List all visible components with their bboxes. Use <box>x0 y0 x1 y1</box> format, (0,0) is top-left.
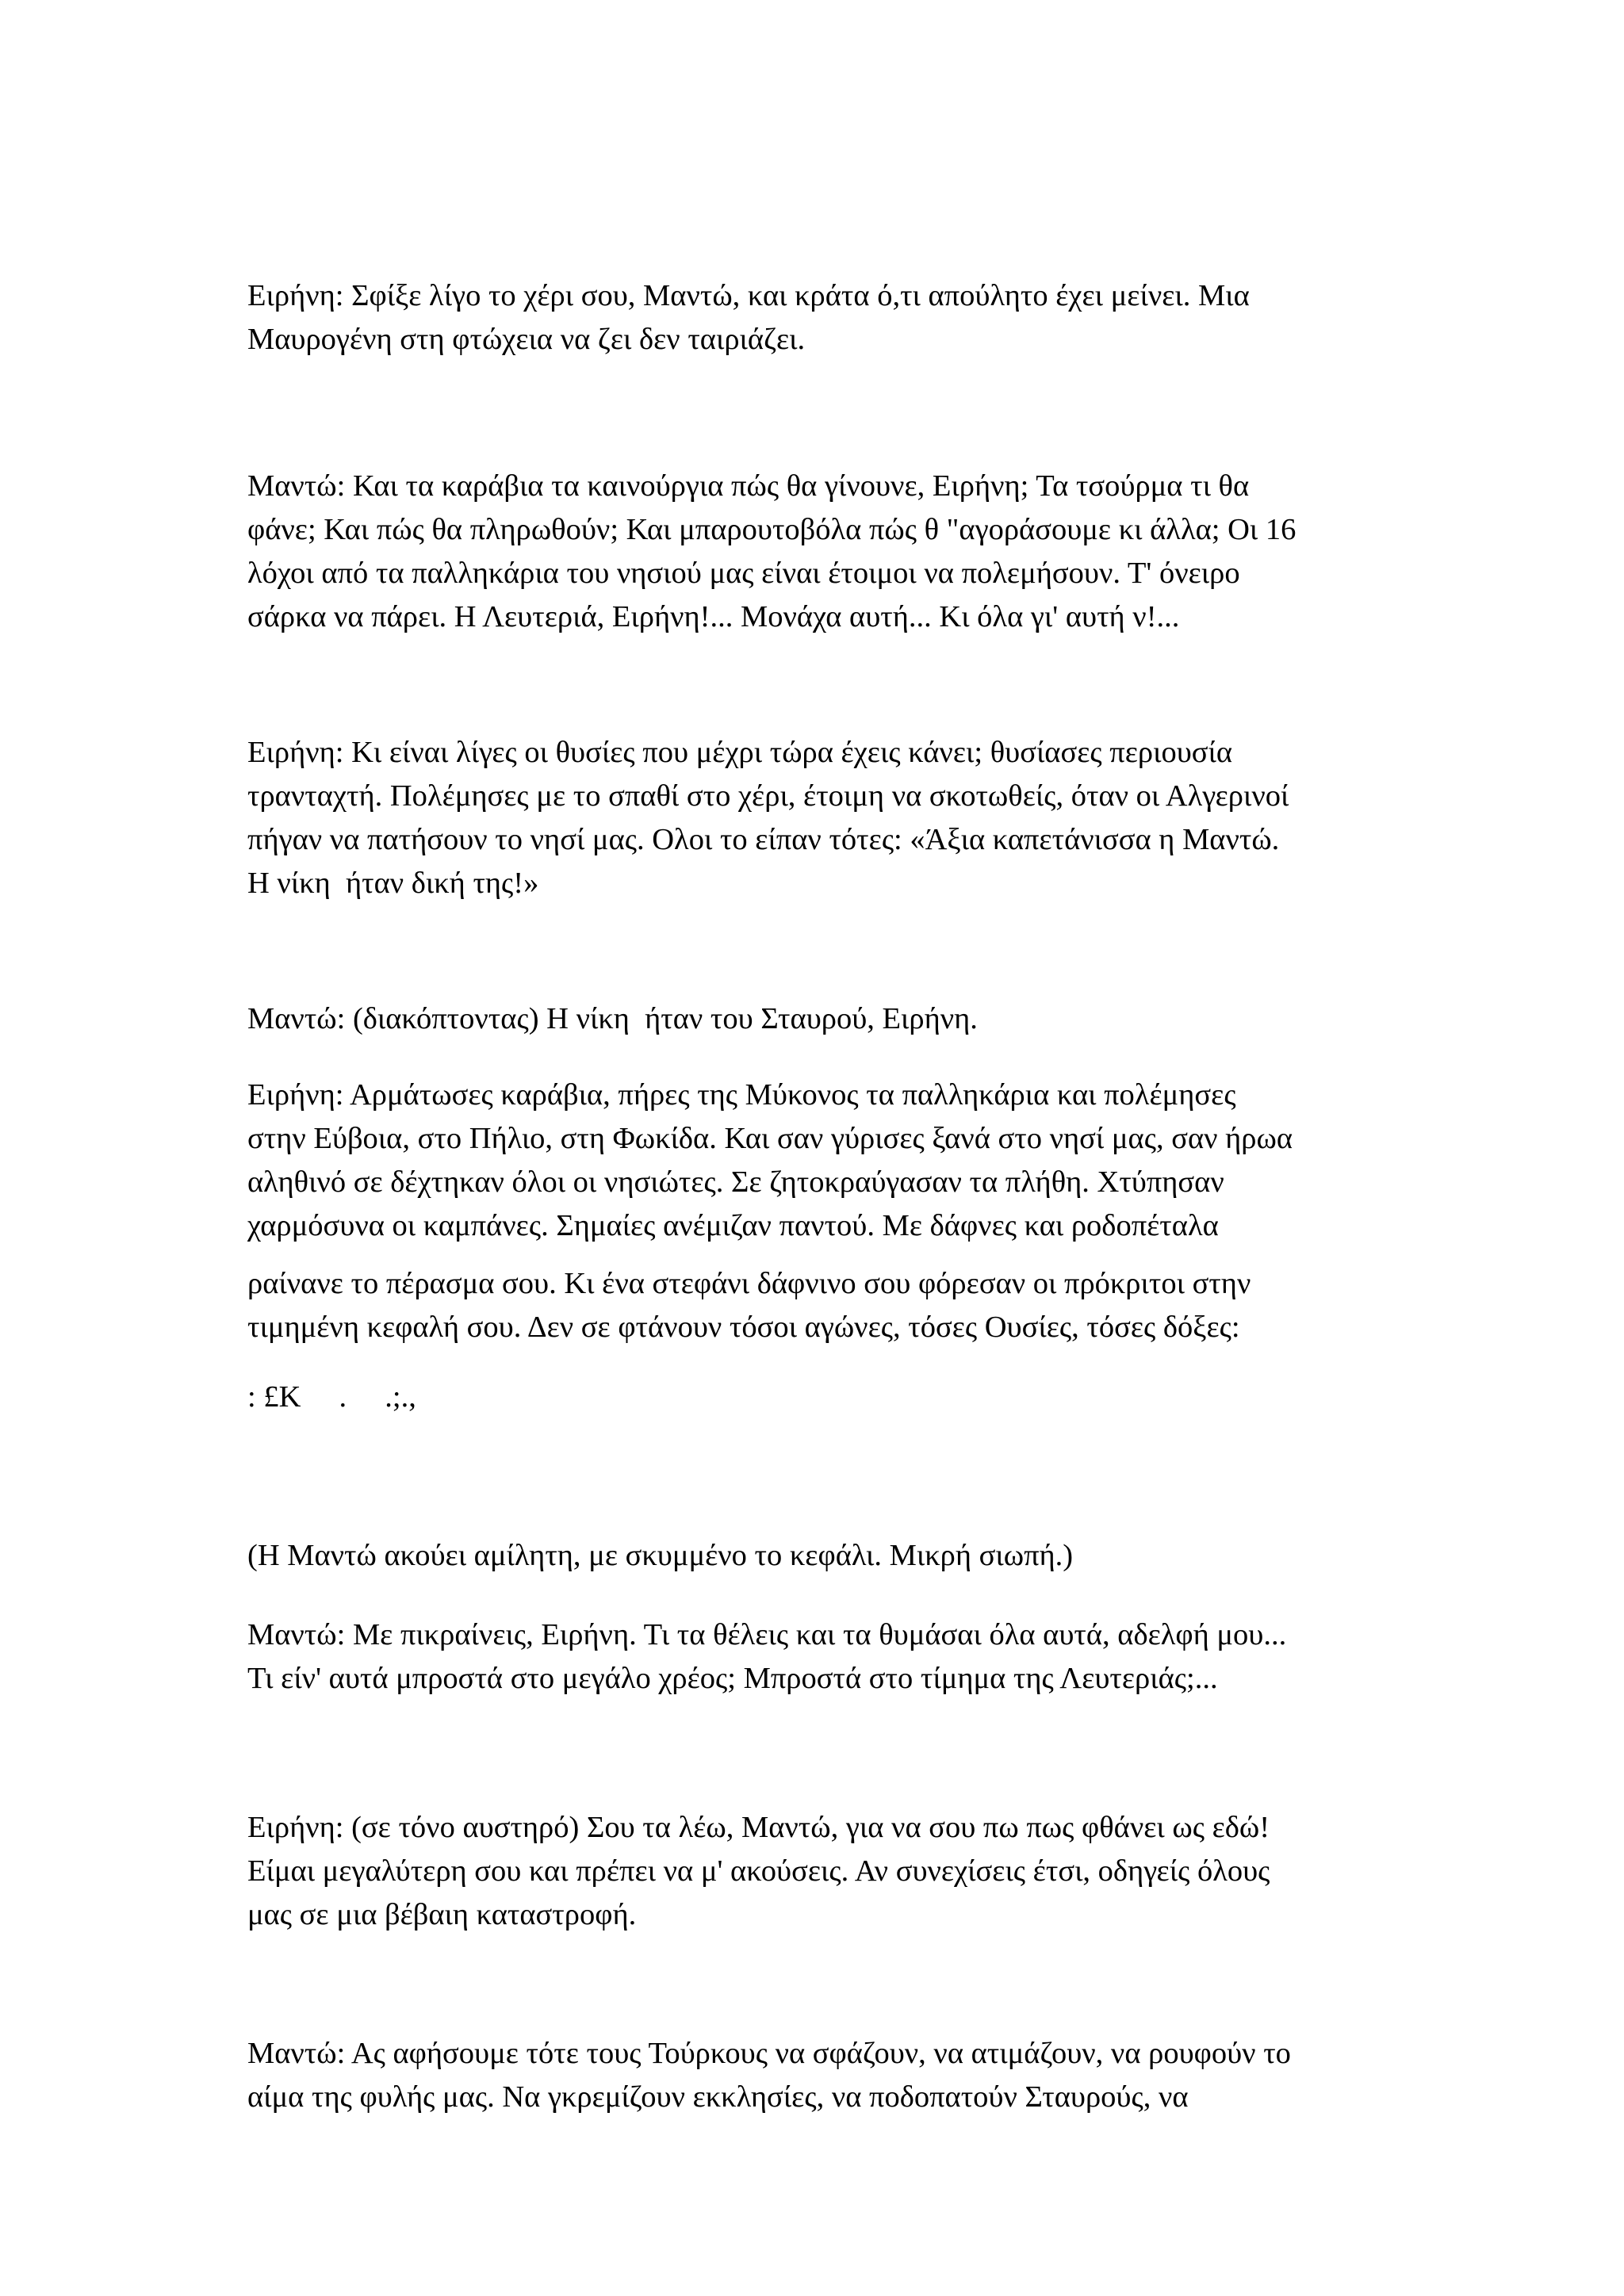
stray-characters <box>247 1376 1405 1419</box>
paragraph-manto-3 <box>247 1613 1405 1701</box>
text-line: Μαντώ: (διακόπτοντας) Η νίκη ήταν του Σταυρού, Ειρήνη. <box>247 1002 978 1035</box>
paragraph-irini-1 <box>247 274 1405 362</box>
paragraph-irini-4 <box>247 1806 1405 1937</box>
text-line: λόχοι από τα παλληκάρια του νησιού μας είναι έτοιμοι να πολεμήσουν. Τ' όνειρο <box>247 557 1240 590</box>
text-line: Ειρήνη: Αρμάτωσες καράβια, πήρες της Μύκονος τα παλληκάρια και πολέμησες <box>247 1078 1236 1112</box>
text-line: στην Εύβοια, στο Πήλιο, στη Φωκίδα. Και σαν γύρισες ξανά στο νησί μας, σαν ήρωα <box>247 1122 1293 1155</box>
text-line: χαρμόσυνα οι καμπάνες. Σημαίες ανέμιζαν παντού. Με δάφνες και ροδοπέταλα <box>247 1209 1219 1242</box>
text-line: Μαντώ: Με πικραίνεις, Ειρήνη. Τι τα θέλεις και τα θυμάσαι όλα αυτά, αδελφή μου... <box>247 1618 1287 1651</box>
text-line: τιμημένη κεφαλή σου. Δεν σε φτάνουν τόσοι αγώνες, τόσες Ουσίες, τόσες δόξες: <box>247 1311 1240 1344</box>
paragraph-manto-4 <box>247 2032 1405 2119</box>
text-line: αίμα της φυλής μας. Να γκρεμίζουν εκκλησίες, να ποδοπατούν Σταυρούς, να <box>247 2080 1189 2114</box>
text-line: Ειρήνη: Κι είναι λίγες οι θυσίες που μέχρι τώρα έχεις κάνει; θυσίασες περιουσία <box>247 736 1233 769</box>
text-line: Ειρήνη: Σφίξε λίγο το χέρι σου, Μαντώ, και κράτα ό,τι απούλητο έχει μείνει. Μια <box>247 279 1250 312</box>
stage-direction <box>247 1534 1405 1578</box>
text-line: Ειρήνη: (σε τόνο αυστηρό) Σου τα λέω, Μαντώ, για να σου πω πως φθάνει ως εδώ! <box>247 1811 1270 1844</box>
text-line: φάνε; Και πώς θα πληρωθούν; Και μπαρουτοβόλα πώς θ "αγοράσουμε κι άλλα; Οι 16 <box>247 513 1297 546</box>
text-line: ραίνανε το πέρασμα σου. Κι ένα στεφάνι δάφνινο σου φόρεσαν οι πρόκριτοι στην <box>247 1267 1251 1300</box>
text-line: πήγαν να πατήσουν το νησί μας. Ολοι το είπαν τότες: «Άξια καπετάνισσα η Μαντώ. <box>247 823 1280 856</box>
paragraph-irini-2 <box>247 731 1405 905</box>
text-line: Είμαι μεγαλύτερη σου και πρέπει να μ' ακούσεις. Αν συνεχίσεις έτσι, οδηγείς όλους <box>247 1854 1270 1888</box>
text-line: Η νίκη ήταν δική της!» <box>247 867 539 900</box>
text-line: Μαυρογένη στη φτώχεια να ζει δεν ταιριάζει. <box>247 323 806 356</box>
paragraph-irini-3 <box>247 1073 1405 1248</box>
text-line: σάρκα να πάρει. Η Λευτεριά, Ειρήνη!... Μονάχα αυτή... Κι όλα γι' αυτή ν!... <box>247 600 1180 633</box>
text-line: αληθινό σε δέχτηκαν όλοι οι νησιώτες. Σε ζητοκραύγασαν τα πλήθη. Χτύπησαν <box>247 1165 1224 1199</box>
text-line: Τι είν' αυτά μπροστά στο μεγάλο χρέος; Μπροστά στο τίμημα της Λευτεριάς;... <box>247 1662 1218 1695</box>
text-line: : £Κ . .;., <box>247 1380 416 1414</box>
paragraph-manto-2 <box>247 997 1405 1041</box>
text-line: Μαντώ: Ας αφήσουμε τότε τους Τούρκους να σφάζουν, να ατιμάζουν, να ρουφούν το <box>247 2037 1291 2070</box>
text-line: τρανταχτή. Πολέμησες με το σπαθί στο χέρι, έτοιμη να σκοτωθείς, όταν οι Αλγερινοί <box>247 779 1289 813</box>
text-line: (Η Μαντώ ακούει αμίλητη, με σκυμμένο το κεφάλι. Μικρή σιωπή.) <box>247 1539 1074 1572</box>
paragraph-irini-3-continued <box>247 1262 1405 1349</box>
paragraph-manto-1 <box>247 465 1405 639</box>
text-line: μας σε μια βέβαιη καταστροφή. <box>247 1898 637 1931</box>
text-line: Μαντώ: Και τα καράβια τα καινούργια πώς θα γίνουνε, Ειρήνη; Τα τσούρμα τι θα <box>247 469 1250 503</box>
